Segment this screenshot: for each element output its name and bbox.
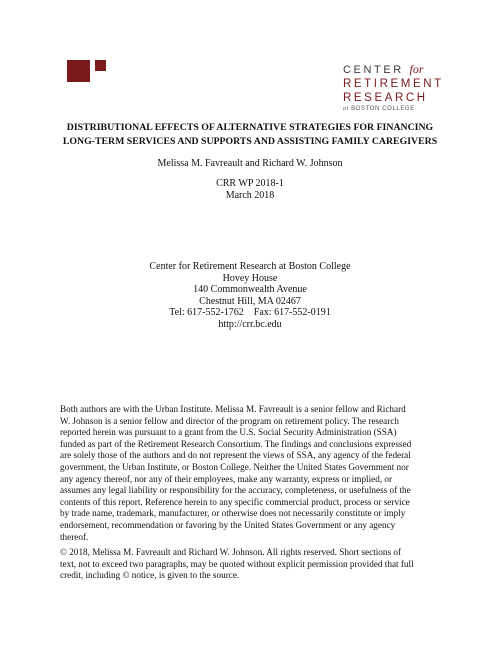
disclaimer-line: government, the Urban Institute, or Boston College. Neither the United States Government nor bbox=[60, 461, 409, 472]
copyright-line: credit, including © notice, is given to the source. bbox=[60, 570, 240, 581]
logo-square-small bbox=[95, 60, 106, 71]
address-line-website: http://crr.bc.edu bbox=[218, 318, 282, 330]
disclaimer-line: contents of this report. Reference herein to any specific commercial product, process or service bbox=[60, 496, 410, 507]
institution-address bbox=[20, 261, 480, 331]
disclaimer-line: by trade name, trademark, manufacturer, or otherwise does not necessarily constitute or imply bbox=[60, 508, 406, 519]
logo-line-research: RESEARCH bbox=[343, 92, 428, 104]
logo-line-boston-college: at BOSTON COLLEGE bbox=[343, 106, 415, 112]
disclaimer-line: assumes any legal liability or responsibility for the accuracy, completeness, or usefulness of the bbox=[60, 485, 411, 496]
disclaimer-line: are solely those of the authors and do not represent the views of SSA, any agency of the federal bbox=[60, 450, 411, 461]
copyright-line: text, not to exceed two paragraphs, may be quoted without explicit permission provided that full bbox=[60, 558, 414, 569]
disclaimer-line: any agency thereof, nor any of their employees, make any warranty, express or implied, or bbox=[60, 473, 393, 484]
working-paper-number: CRR WP 2018-1 bbox=[216, 178, 284, 189]
disclaimer-line: W. Johnson is a senior fellow and director of the program on retirement policy. The research bbox=[60, 415, 399, 426]
disclaimer-paragraph bbox=[60, 404, 444, 543]
address-line-building: Hovey House bbox=[222, 272, 278, 284]
address-line-phone-fax: Tel: 617-552-1762 Fax: 617-552-0191 bbox=[169, 307, 331, 319]
disclaimer-line: reported herein was pursuant to a grant from the U.S. Social Security Administration (SSA) bbox=[60, 427, 397, 438]
copyright-notice bbox=[60, 547, 444, 582]
logo-line-center: CENTER for bbox=[343, 62, 424, 76]
address-line-institution: Center for Retirement Research at Boston College bbox=[149, 261, 351, 272]
crr-logo bbox=[343, 62, 453, 114]
title-line-2: LONG-TERM SERVICES AND SUPPORTS AND ASSISTING FAMILY CAREGIVERS bbox=[62, 136, 438, 147]
logo-square-large bbox=[67, 60, 90, 82]
disclaimer-line: funded as part of the Retirement Research Consortium. The findings and conclusions expressed bbox=[60, 438, 412, 449]
disclaimer-line: endorsement, recommendation or favoring by the United States Government or any agency bbox=[60, 519, 396, 530]
author-names: Melissa M. Favreault and Richard W. Johnson bbox=[157, 158, 343, 169]
logo-line-retirement: RETIREMENT bbox=[343, 78, 444, 90]
title-line-1: DISTRIBUTIONAL EFFECTS OF ALTERNATIVE STRATEGIES FOR FINANCING bbox=[66, 122, 434, 133]
working-paper-info bbox=[20, 178, 480, 202]
disclaimer-line: Both authors are with the Urban Institute. Melissa M. Favreault is a senior fellow and Richard bbox=[60, 404, 406, 414]
disclaimer-line: thereof. bbox=[60, 531, 89, 542]
working-paper-date: March 2018 bbox=[225, 190, 275, 201]
copyright-line: © 2018, Melissa M. Favreault and Richard W. Johnson. All rights reserved. Short sections of bbox=[60, 547, 402, 557]
address-line-city: Chestnut Hill, MA 02467 bbox=[199, 295, 301, 307]
address-line-street: 140 Commonwealth Avenue bbox=[193, 284, 307, 296]
paper-title bbox=[20, 121, 480, 149]
